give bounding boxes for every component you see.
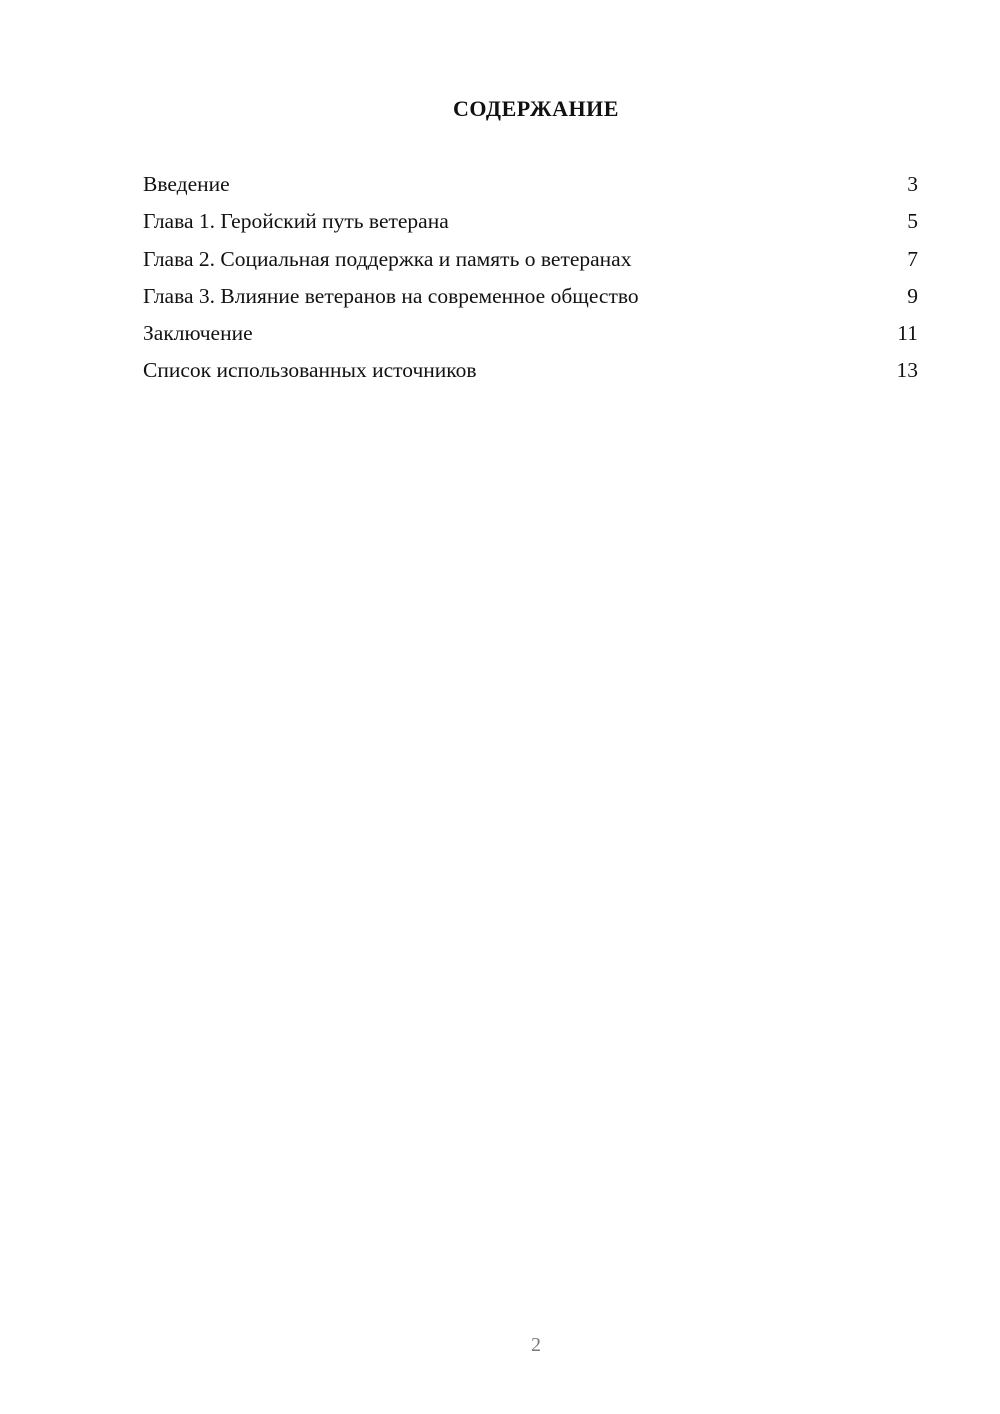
toc-entry-chapter-2[interactable]: [143, 245, 918, 282]
toc-entry-references[interactable]: [143, 356, 918, 393]
page-number: 2: [531, 1334, 541, 1356]
toc-entry-page-number: 5: [907, 209, 918, 234]
toc-heading: СОДЕРЖАНИЕ: [453, 96, 619, 121]
toc-entry-chapter-1[interactable]: [143, 207, 918, 244]
toc-entry-page-number: 3: [907, 172, 918, 196]
table-of-contents: [143, 170, 918, 394]
toc-entry-conclusion[interactable]: [143, 319, 918, 356]
toc-entry-title: Заключение: [143, 321, 253, 346]
toc-entry-title: Глава 3. Влияние ветеранов на современное общество: [143, 283, 639, 308]
toc-entry-title: Введение: [143, 172, 230, 196]
toc-entry-chapter-3[interactable]: [143, 282, 918, 319]
toc-entry-introduction[interactable]: [143, 170, 918, 207]
toc-entry-title: Список использованных источников: [143, 358, 477, 383]
toc-entry-page-number: 7: [907, 246, 918, 271]
toc-entry-page-number: 13: [896, 358, 918, 383]
toc-entry-page-number: 9: [907, 283, 918, 308]
toc-entry-page-number: 11: [897, 321, 918, 346]
toc-entry-title: Глава 1. Геройский путь ветерана: [143, 209, 449, 234]
toc-entry-title: Глава 2. Социальная поддержка и память о ветеранах: [143, 246, 632, 271]
